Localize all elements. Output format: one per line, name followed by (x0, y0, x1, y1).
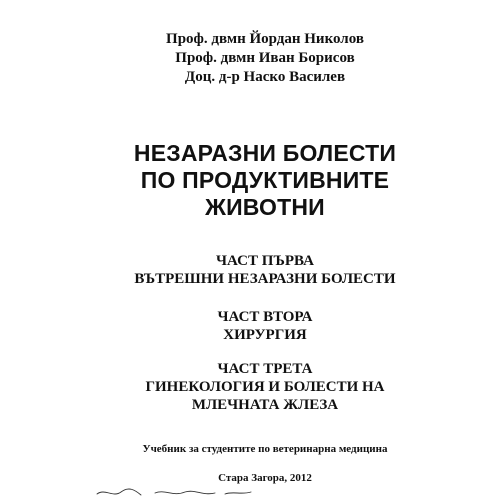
author-name: Проф. двмн Иван Борисов (175, 50, 355, 66)
author-name: Проф. двмн Йордан Николов (166, 31, 364, 47)
part-name: ВЪТРЕШНИ НЕЗАРАЗНИ БОЛЕСТИ (134, 271, 396, 287)
part-three (0, 360, 500, 414)
part-name: ХИРУРГИЯ (223, 327, 307, 343)
book-title-line: НЕЗАРАЗНИ БОЛЕСТИ (133, 140, 397, 166)
part-label: ЧАСТ ВТОРА (217, 309, 313, 325)
handwritten-signature (95, 486, 255, 500)
author-name: Доц. д-р Наско Василев (184, 69, 346, 85)
part-two (0, 308, 500, 344)
part-name: ГИНЕКОЛОГИЯ И БОЛЕСТИ НА (145, 379, 385, 395)
part-label: ЧАСТ ПЪРВА (216, 253, 314, 269)
part-label: ЧАСТ ТРЕТА (217, 361, 313, 377)
author-list (0, 30, 500, 87)
place-and-year: Стара Загора, 2012 (218, 472, 312, 484)
book-title (0, 140, 500, 221)
book-subtitle: Учебник за студентите по ветеринарна медицина (142, 443, 388, 455)
book-title-line: ПО ПРОДУКТИВНИТЕ (140, 167, 390, 193)
part-name: МЛЕЧНАТА ЖЛЕЗА (191, 397, 339, 413)
part-one (0, 252, 500, 288)
book-title-line: ЖИВОТНИ (205, 194, 325, 220)
